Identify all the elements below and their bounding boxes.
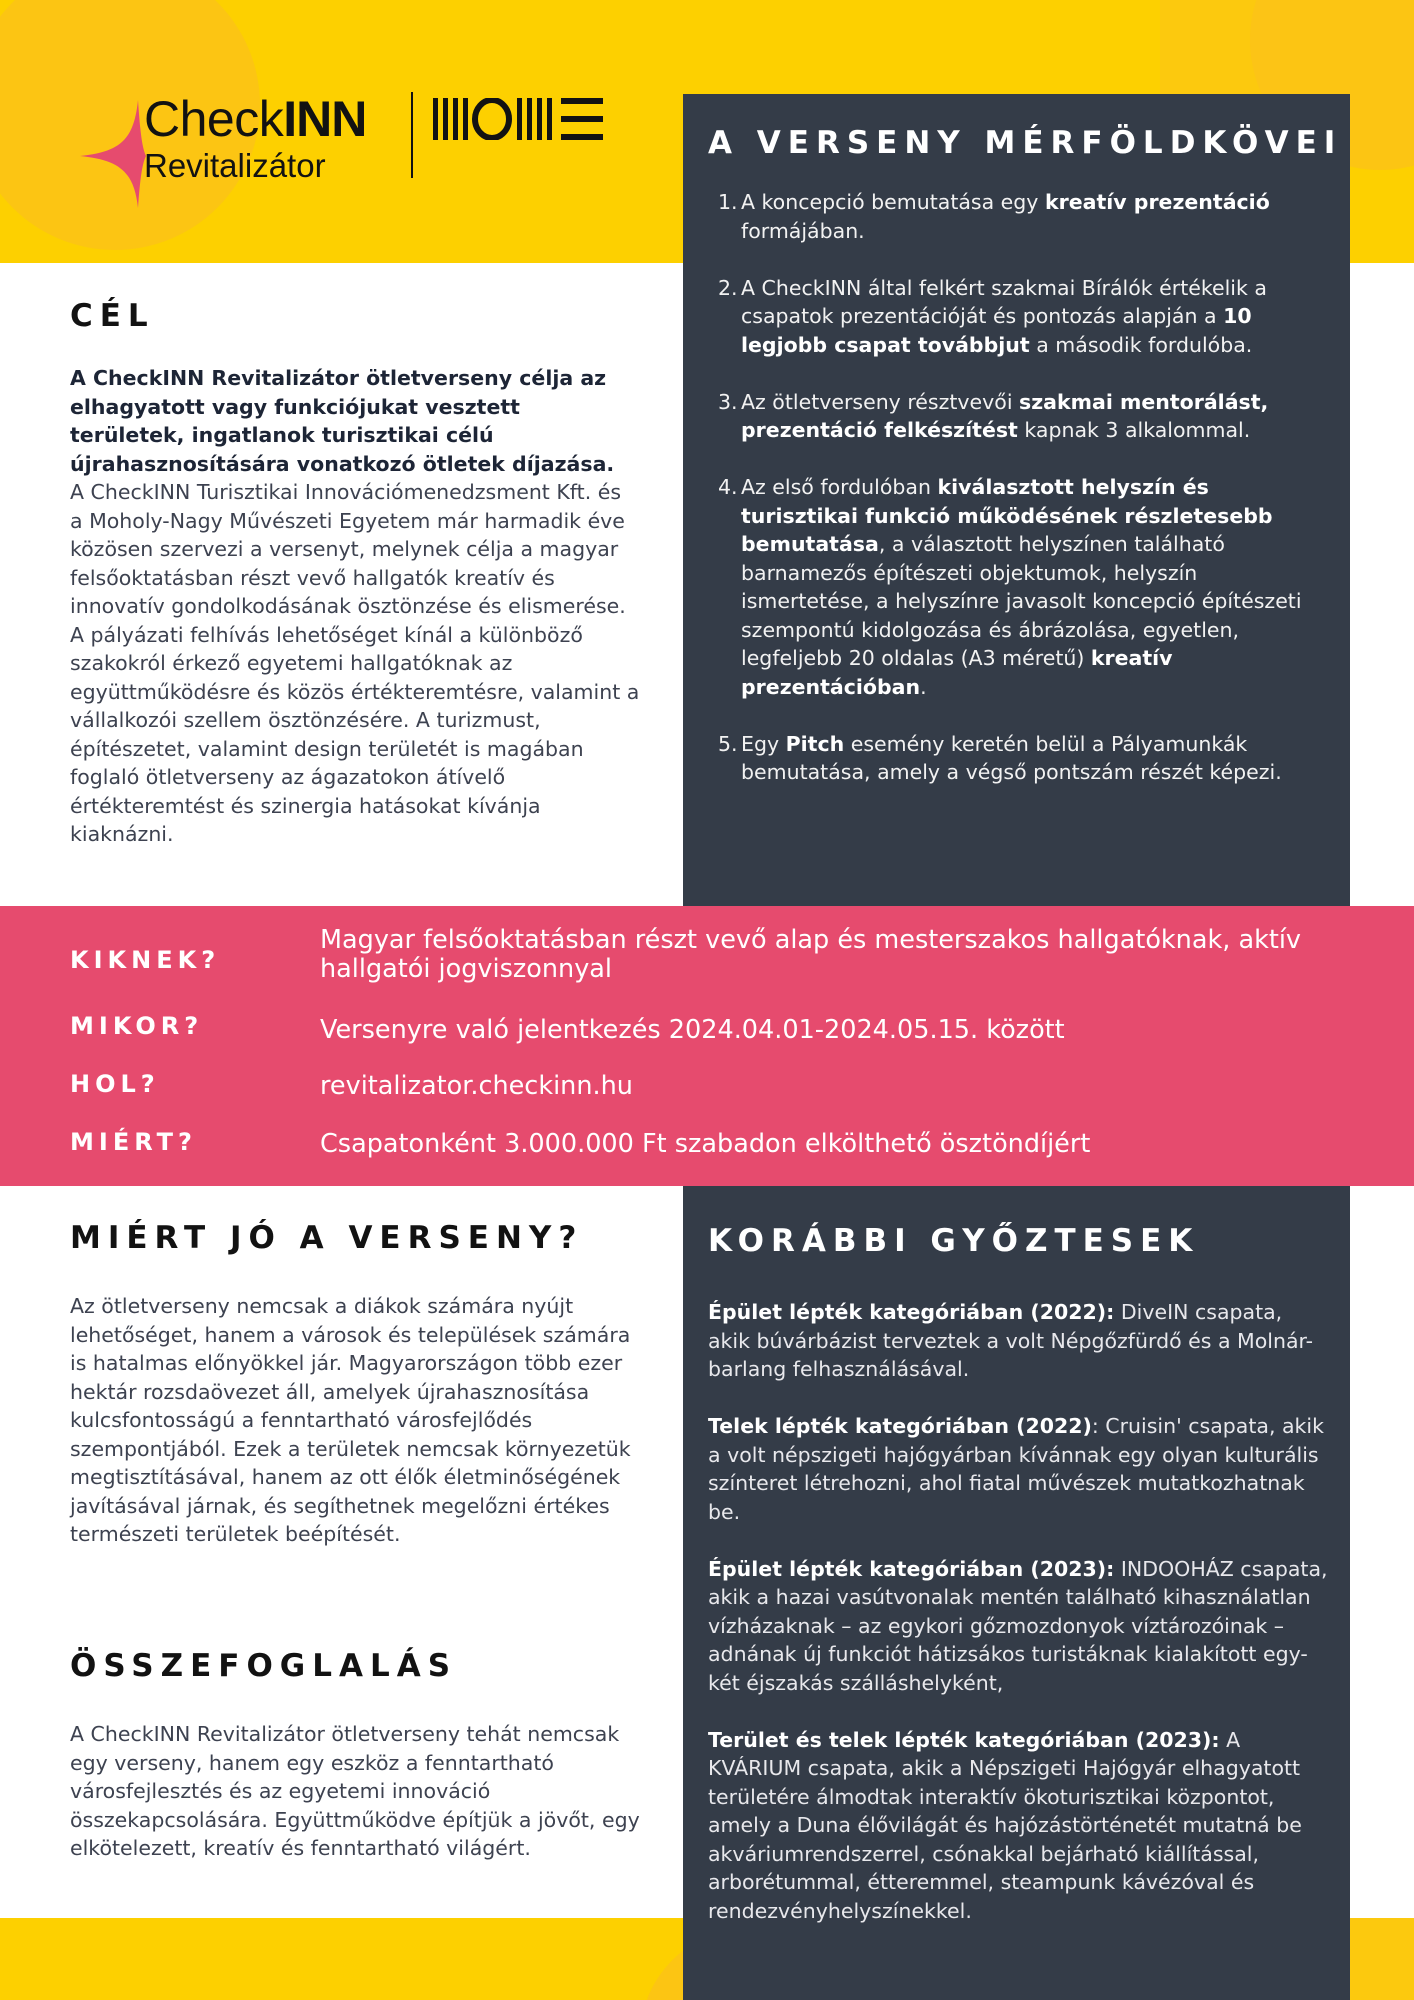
- milestone-item: [708, 188, 1328, 245]
- winner-category: Telek lépték kategóriában (2022): [708, 1414, 1092, 1438]
- milestone-emphasis: kreatív prezentáció: [1044, 190, 1270, 214]
- goal-section: [70, 298, 640, 849]
- milestone-item: [708, 473, 1328, 701]
- winner-text: : Cruisin' csapata, akik a volt népszigeti hajógyárban kívánnak egy olyan kulturális színteret létrehozni, ahol fiatal művészek mutatkozhatnak be.: [708, 1414, 1324, 1524]
- logo: [80, 92, 640, 212]
- milestone-text: A CheckINN által felkért szakmai Bírálók értékelik a csapatok prezentációját és pontozás alapján a: [741, 275, 1267, 328]
- winner-category: Épület lépték kategóriában (2023):: [708, 1556, 1115, 1581]
- milestone-emphasis: szakmai mentorálást, prezentáció felkészítést: [741, 389, 1269, 442]
- milestone-text: A koncepció bemutatása egy: [741, 190, 1045, 214]
- milestone-number: 5.: [718, 731, 738, 756]
- logo-wordmark-bold: INN: [283, 91, 367, 147]
- logo-divider: [411, 92, 413, 178]
- milestone-text: kapnak 3 alkalommal.: [1017, 418, 1251, 442]
- milestone-emphasis: Pitch: [785, 731, 845, 756]
- milestone-emphasis: kreatív prezentációban: [741, 646, 1173, 699]
- milestone-text: a második fordulóba.: [1029, 332, 1253, 357]
- milestone-text: , a választott helyszínen található barnamezős építészeti objektumok, helyszín ismertetése, a helyszínre javasolt koncepció építészeti szempontú kidolgozása és ábrázolása, egyetlen, legfeljebb 20 oldalas (A3 méretű): [741, 532, 1302, 670]
- info-value: Magyar felsőoktatásban részt vevő alap és mesterszakos hallgatóknak, aktív hallgatói jogviszonnyal: [320, 925, 1302, 984]
- milestone-text: Az ötletverseny résztvevői: [741, 389, 1020, 414]
- winners-heading: KORÁBBI GYŐZTESEK: [708, 1223, 1200, 1259]
- milestones-list: [708, 188, 1328, 787]
- info-label: KIKNEK?: [70, 946, 221, 974]
- logo-subtitle: Revitalizátor: [144, 147, 326, 184]
- goal-lead: A CheckINN Revitalizátor ötletverseny célja az elhagyatott vagy funkciójukat vesztett területek, ingatlanok turisztikai célú újrahasznosítására vonatkozó ötletek díjazása.: [70, 366, 615, 476]
- milestone-item: [708, 730, 1328, 787]
- mome-logo-icon: [433, 98, 613, 140]
- info-band: [0, 906, 1414, 1186]
- milestone-item: [708, 274, 1328, 360]
- why-heading: MIÉRT JÓ A VERSENY?: [70, 1220, 584, 1256]
- winner-text: DiveIN csapata, akik búvárbázist terveztek a volt Népgőzfürdő és a Molnár-barlang felhasználásával.: [708, 1300, 1314, 1381]
- milestone-emphasis: kiválasztott helyszín és turisztikai funkció működésének részletesebb bemutatása: [741, 475, 1273, 556]
- winner-item: [708, 1555, 1328, 1698]
- winner-item: [708, 1726, 1328, 1926]
- milestone-item: [708, 388, 1328, 445]
- logo-wordmark: [144, 92, 366, 146]
- milestone-number: 3.: [718, 389, 738, 414]
- winner-item: [708, 1412, 1328, 1526]
- milestone-text: esemény keretén belül a Pályamunkák bemutatása, amely a végső pontszám részét képezi.: [741, 731, 1282, 784]
- star-icon: [80, 100, 146, 208]
- milestone-number: 1.: [718, 190, 738, 214]
- info-label: MIKOR?: [70, 1012, 204, 1040]
- milestones-heading: A VERSENY MÉRFÖLDKÖVEI: [708, 125, 1343, 161]
- why-body: Az ötletverseny nemcsak a diákok számára nyújt lehetőséget, hanem a városok és települések számára is hatalmas előnyökkel jár. Magyarországon több ezer hektár rozsdaövezet áll, amelyek újrahasznosítása kulcsfontosságú a fenntartható városfejlődés szempontjából. Ezek a területek nemcsak környezetük megtisztításával, hanem az ott élők életminőségének javításával járnak, és segíthetnek megelőzni értékes természeti területek beépítését.: [70, 1294, 631, 1546]
- website-link[interactable]: revitalizator.checkinn.hu: [320, 1071, 633, 1101]
- summary-heading: ÖSSZEFOGLALÁS: [70, 1648, 458, 1684]
- winners-panel: [683, 1186, 1350, 2000]
- milestone-text: .: [920, 674, 927, 699]
- milestone-text: Egy: [741, 731, 786, 756]
- info-value: Versenyre való jelentkezés 2024.04.01-2024.05.15. között: [320, 1015, 1065, 1045]
- info-value: Csapatonként 3.000.000 Ft szabadon elkölthető ösztöndíjért: [320, 1129, 1091, 1159]
- winner-category: Épület lépték kategóriában (2022):: [708, 1300, 1115, 1324]
- goal-heading: CÉL: [70, 298, 155, 334]
- milestone-text: Az első fordulóban: [741, 475, 938, 499]
- info-label: HOL?: [70, 1070, 160, 1098]
- goal-body: A CheckINN Turisztikai Innovációmenedzsment Kft. és a Moholy-Nagy Művészeti Egyetem már harmadik éve közösen szervezi a versenyt, melynek célja a magyar felsőoktatásban részt vevő hallgatók kreatív és innovatív gondolkodásának ösztönzése és elismerése. A pályázati felhívás lehetőséget kínál a különböző szakokról érkező egyetemi hallgatóknak az együttműködésre és közös értékteremtésre, valamint a vállalkozói szellem ösztönzésére. A turizmust, építészetet, valamint design területét is magában foglaló ötletverseny az ágazatokon átívelő értékteremtést és szinergia hatásokat kívánja kiaknázni.: [70, 480, 640, 846]
- milestone-text: formájában.: [741, 218, 865, 243]
- winner-category: Terület és telek lépték kategóriában (2023):: [708, 1727, 1220, 1752]
- milestones-panel: [683, 94, 1350, 906]
- milestone-number: 2.: [718, 275, 738, 300]
- milestone-number: 4.: [718, 475, 738, 499]
- winner-text: A KVÁRIUM csapata, akik a Népszigeti Hajógyár elhagyatott területére álmodtak interaktív ökoturisztikai központot, amely a Duna élővilágát és hajózástörténetét mutatná be akváriumrendszerrel, csónakkal bejárható kiállítással, arborétummal, étteremmel, steampunk kávézóval és rendezvényhelyszínekkel.: [708, 1727, 1302, 1923]
- summary-section: [70, 1648, 645, 1863]
- summary-body: A CheckINN Revitalizátor ötletverseny tehát nemcsak egy verseny, hanem egy eszköz a fenntartható városfejlesztés és az egyetemi innováció összekapcsolására. Együttműködve építjük a jövőt, egy elkötelezett, kreatív és fenntartható világért.: [70, 1722, 640, 1860]
- why-section: [70, 1220, 645, 1549]
- milestone-emphasis: 10 legjobb csapat továbbjut: [741, 304, 1252, 357]
- winner-item: [708, 1298, 1328, 1384]
- logo-wordmark-regular: Check: [144, 91, 284, 147]
- winner-text: INDOOHÁZ csapata, akik a hazai vasútvonalak mentén található kihasználatlan vízházaknak – az egykori gőzmozdonyok víztározóinak – adnának új funkciót hátizsákos turistáknak kialakított egy-két éjszakás szálláshelyként,: [708, 1556, 1328, 1695]
- info-label: MIÉRT?: [70, 1128, 197, 1156]
